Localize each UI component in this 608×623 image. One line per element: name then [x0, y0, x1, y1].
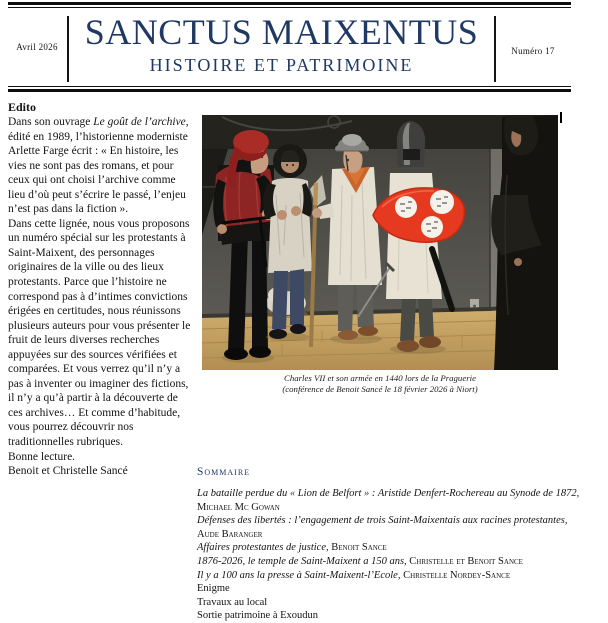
- edito-paragraph-2[interactable]: Dans cette lignée, nous vous proposons un numéro spécial sur les protestants à Saint-Maixent, des personnages originaires de la ville ou des lieux protestants. Parce que l’histoire ne correspond pas à d’intimes convictions érigées en certitudes, nous réunissons plusieurs auteurs pour vous présenter le fruit de leurs diverses recherches appuyées sur des sources vérifiées et comparées. Et vous verrez qu’il n’y a pas à inventer ou imaginer des fictions, il n’y a qu’à partir à la découverte de ces archives… Et comme d’habitude, vous pourrez découvrir nos traditionnelles rubriques.: [8, 217, 191, 449]
- masthead-date[interactable]: Avril 2026: [16, 42, 58, 52]
- sommaire-item[interactable]: [197, 555, 585, 569]
- sommaire-item-title: Sortie patrimoine à Exoudun: [197, 610, 319, 622]
- sommaire-item-author: Christelle et Benoit Sance: [409, 555, 523, 567]
- sommaire-item[interactable]: [197, 582, 585, 596]
- text-cursor: [560, 112, 562, 123]
- sommaire-item[interactable]: [197, 609, 585, 623]
- masthead-issue[interactable]: Numéro 17: [511, 46, 555, 56]
- edito-book-title: Le goût de l’archive: [93, 116, 186, 128]
- sommaire-item-author: Benoit Sance: [331, 542, 387, 554]
- edito-paragraph-1[interactable]: [8, 115, 194, 217]
- masthead-subtitle[interactable]: HISTOIRE ET PATRIMOINE: [149, 55, 414, 75]
- edito-p1-before: Dans son ouvrage: [8, 116, 94, 128]
- edito-section[interactable]: [8, 100, 194, 479]
- photo-caption-line2: (conférence de Benoit Sancé le 18 février 2026 à Niort): [282, 383, 478, 394]
- edito-signature[interactable]: Benoit et Christelle Sancé: [8, 465, 128, 478]
- sommaire-heading[interactable]: Sommaire: [197, 466, 251, 478]
- sommaire-item-title: La bataille perdue du « Lion de Belfort » : Aristide Denfert-Rochereau au Synode de 1872,: [197, 488, 580, 499]
- sommaire-item-title: Travaux au local: [197, 596, 268, 608]
- sommaire-item-title: 1876-2026, le temple de Saint-Maixent a 150 ans,: [197, 555, 410, 567]
- sommaire-item-title: Affaires protestantes de justice,: [197, 542, 332, 554]
- sommaire-item-author: Christelle Nordey-Sance: [403, 569, 511, 581]
- sommaire-item-title: Défenses des libertés : l’engagement de trois Saint-Maixentais aux racines protestantes,: [197, 515, 568, 527]
- conference-photo[interactable]: [202, 115, 558, 370]
- edito-closing[interactable]: Bonne lecture.: [8, 450, 76, 463]
- sommaire-item-author: Michael Mc Gowan: [197, 501, 280, 513]
- sommaire-list: [197, 487, 585, 623]
- masthead-title[interactable]: SANCTUS MAIXENTUS: [84, 12, 479, 52]
- sommaire-item-title: Enigme: [197, 583, 230, 595]
- edito-p1-after: , édité en 1989, l’historienne moderniste Arlette Farge écrit : « En histoire, les vies ne sont pas des romans, et pour ceux qui ont choisi l’archive comme lieu d’où peut s’écrire le passé, l’enjeu n’est pas dans la fiction ».: [8, 116, 189, 216]
- masthead-bottom-rule: [8, 86, 571, 92]
- sommaire-item[interactable]: [197, 569, 585, 583]
- photo-scene: [202, 115, 558, 370]
- sommaire-item[interactable]: [197, 487, 585, 514]
- sommaire-item[interactable]: [197, 514, 585, 541]
- photo-caption[interactable]: [202, 373, 558, 394]
- sommaire-item-title: Il y a 100 ans la presse à Saint-Maixent-l’Ecole,: [197, 569, 404, 581]
- sommaire-item[interactable]: [197, 596, 585, 610]
- sommaire-item-author: Aude Baranger: [197, 528, 263, 540]
- photo-caption-line1: Charles VII et son armée en 1440 lors de la Praguerie: [283, 373, 477, 383]
- edito-heading[interactable]: Edito: [8, 100, 37, 114]
- top-double-rule: [8, 2, 571, 8]
- sommaire-item[interactable]: [197, 541, 585, 555]
